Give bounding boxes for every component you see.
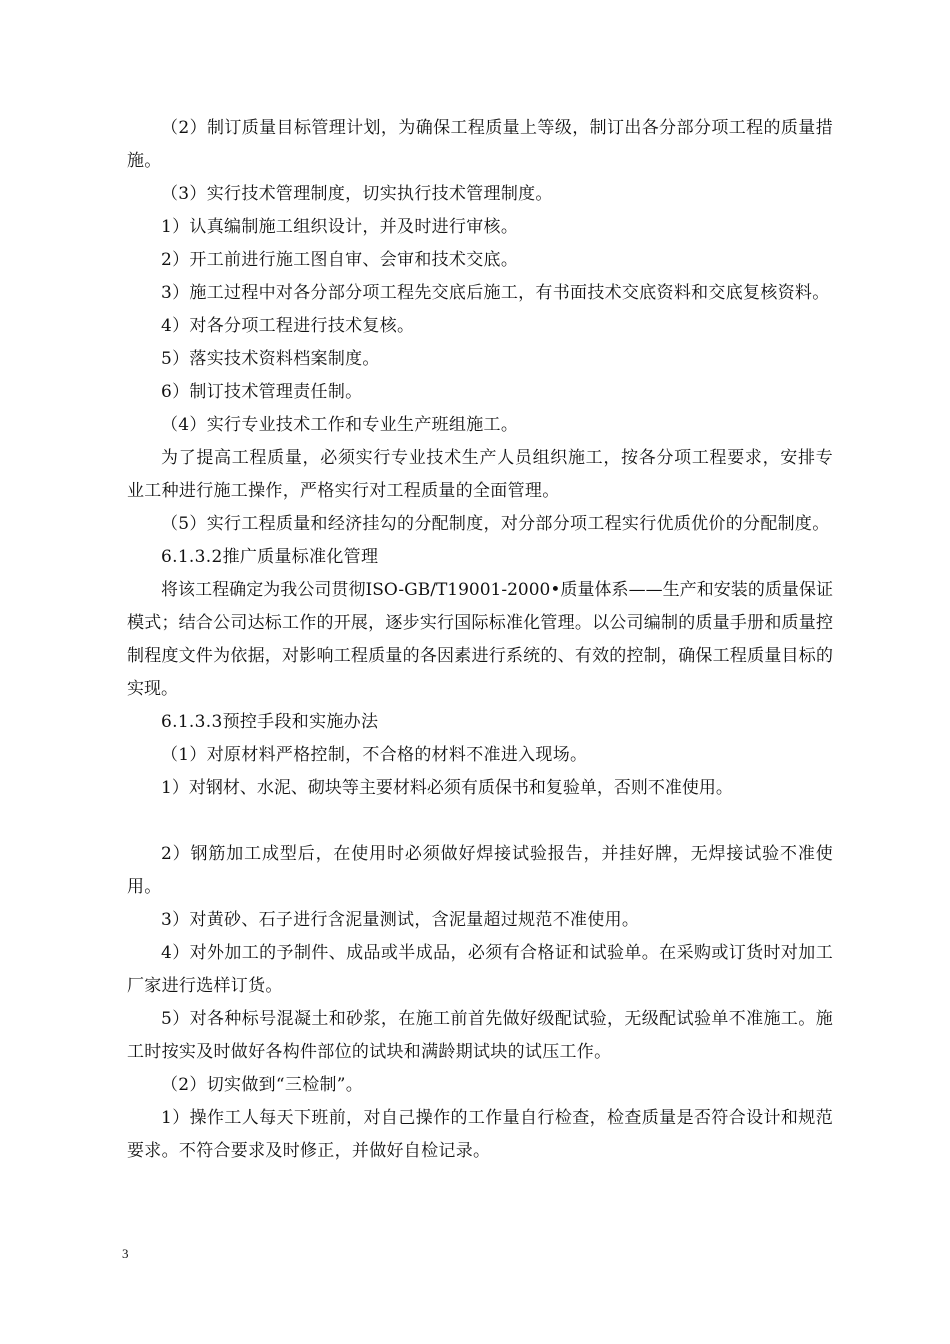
paragraph-technical-review: 4）对各分项工程进行技术复核。	[161, 316, 415, 336]
paragraph-sand-gravel: 3）对黄砂、石子进行含泥量测试，含泥量超过规范不准使用。	[161, 910, 640, 930]
paragraph-three-inspections: （2）切实做到“三检制”。	[161, 1075, 364, 1095]
paragraph-technical-management: （3）实行技术管理制度，切实执行技术管理制度。	[161, 184, 553, 204]
paragraph-raw-materials: （1）对原材料严格控制，不合格的材料不准进入现场。	[161, 745, 588, 765]
paragraph-iso-standard: 将该工程确定为我公司贯彻ISO-GB/T19001-2000•质量体系——生产和安装的质量保证模式；结合公司达标工作的开展，逐步实行国际标准化管理。以公司编制的质量手册和质量控制程度文件为依据，对影响工程质量的各因素进行系统的、有效的控制，确保工程质量目标的实现。	[127, 580, 833, 699]
paragraph-prefab-parts: 4）对外加工的予制件、成品或半成品，必须有合格证和试验单。在采购或订货时对加工厂家进行选样订货。	[127, 943, 833, 996]
page-number: 3	[122, 1246, 129, 1261]
section-heading-precontrol: 6.1.3.3预控手段和实施办法	[161, 712, 379, 732]
document-body	[127, 112, 833, 1168]
paragraph-improve-quality: 为了提高工程质量，必须实行专业技术生产人员组织施工，按各分项工程要求，安排专业工种进行施工操作，严格实行对工程质量的全面管理。	[127, 448, 833, 501]
paragraph-self-inspection: 1）操作工人每天下班前，对自己操作的工作量自行检查，检查质量是否符合设计和规范要求。不符合要求及时修正，并做好自检记录。	[127, 1108, 833, 1161]
paragraph-drawing-review: 2）开工前进行施工图自审、会审和技术交底。	[161, 250, 519, 270]
paragraph-quality-target-plan: （2）制订质量目标管理计划，为确保工程质量上等级，制订出各分部分项工程的质量措施。	[127, 118, 833, 171]
paragraph-concrete-mortar: 5）对各种标号混凝土和砂浆，在施工前首先做好级配试验，无级配试验单不准施工。施工时按实及时做好各构件部位的试块和满龄期试块的试压工作。	[127, 1009, 833, 1062]
paragraph-distribution-system: （5）实行工程质量和经济挂勾的分配制度，对分部分项工程实行优质优价的分配制度。	[161, 514, 830, 534]
paragraph-archive-system: 5）落实技术资料档案制度。	[161, 349, 380, 369]
paragraph-responsibility-system: 6）制订技术管理责任制。	[161, 382, 363, 402]
blank-line	[127, 805, 833, 838]
paragraph-construction-design: 1）认真编制施工组织设计，并及时进行审核。	[161, 217, 519, 237]
paragraph-main-materials: 1）对钢材、水泥、砌块等主要材料必须有质保书和复验单，否则不准使用。	[161, 778, 733, 798]
paragraph-rebar-processing: 2）钢筋加工成型后，在使用时必须做好焊接试验报告，并挂好牌，无焊接试验不准使用。	[127, 844, 833, 897]
section-heading-standardization: 6.1.3.2推广质量标准化管理	[161, 547, 379, 567]
paragraph-specialized-teams: （4）实行专业技术工作和专业生产班组施工。	[161, 415, 519, 435]
paragraph-technical-briefing: 3）施工过程中对各分部分项工程先交底后施工，有书面技术交底资料和交底复核资料。	[161, 283, 830, 303]
